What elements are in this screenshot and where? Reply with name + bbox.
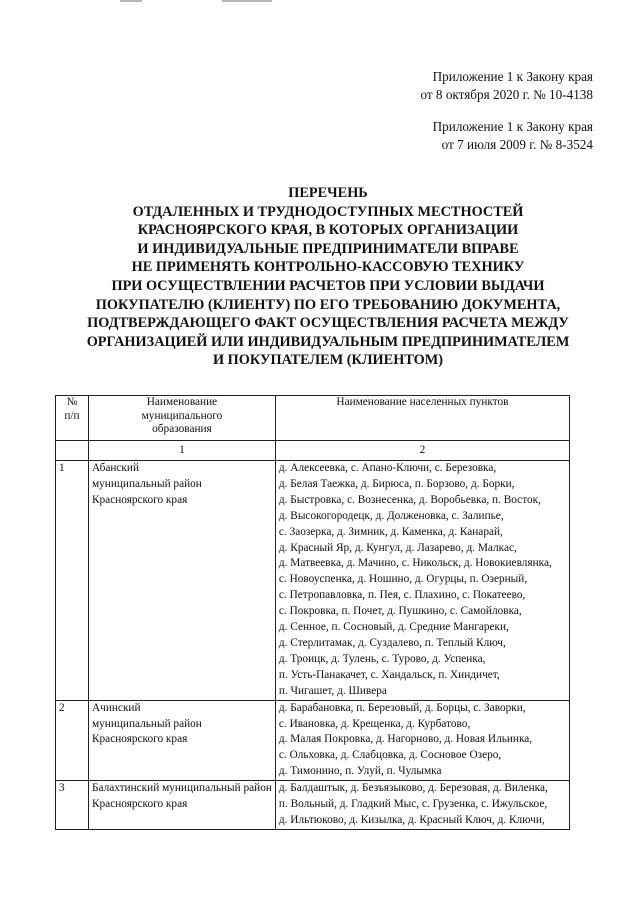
settlements-list (275, 461, 569, 701)
settlement-line: п. Усть-Панакачет, с. Хандальск, п. Хиндичет, (278, 668, 500, 681)
title-line: И ИНДИВИДУАЛЬНЫЕ ПРЕДПРИНИМАТЕЛИ ВПРАВЕ (137, 240, 519, 257)
settlement-line: д. Троицк, д. Тулень, с. Турово, д. Успенка, (278, 652, 486, 665)
settlement-line: д. Белая Таежка, д. Бирюса, п. Борзово, д. Борки, (278, 477, 515, 490)
document-title (40, 184, 616, 370)
settlement-line: с. Ивановка, д. Крещенка, д. Курбатово, (278, 717, 471, 730)
table-header-row (56, 396, 570, 441)
scan-artifact (222, 0, 272, 2)
settlement-line: с. Заозерка, д. Зимник, д. Каменка, д. Канарай, (278, 525, 503, 538)
title-line: ПОДТВЕРЖДАЮЩЕГО ФАКТ ОСУЩЕСТВЛЕНИЯ РАСЧЕТА МЕЖДУ (87, 315, 569, 332)
table-row (56, 781, 570, 830)
title-line: ОРГАНИЗАЦИЕЙ ИЛИ ИНДИВИДУАЛЬНЫМ ПРЕДПРИНИМАТЕЛЕМ (86, 333, 570, 350)
header-places: Наименование населенных пунктов (275, 396, 569, 441)
title-line: ПРИ ОСУЩЕСТВЛЕНИИ РАСЧЕТОВ ПРИ УСЛОВИИ ВЫДАЧИ (111, 277, 545, 294)
title-line: ПОКУПАТЕЛЮ (КЛИЕНТУ) ПО ЕГО ТРЕБОВАНИЮ ДОКУМЕНТА, (95, 296, 561, 313)
settlement-line: д. Красный Яр, д. Кунгул, д. Лазарево, д. Малкас, (278, 541, 517, 554)
header-num: № п/п (56, 396, 89, 441)
title-line: ОТДАЛЕННЫХ И ТРУДНОДОСТУПНЫХ МЕСТНОСТЕЙ (132, 203, 524, 220)
settlement-line: п. Чигашет, д. Шивера (278, 684, 387, 697)
row-number: 3 (56, 781, 89, 830)
title-line: НЕ ПРИМЕНЯТЬ КОНТРОЛЬНО-КАССОВУЮ ТЕХНИКУ (131, 259, 525, 276)
settlement-line: д. Балдаштык, д. Безъязыково, д. Березовая, д. Виленка, (278, 782, 548, 795)
municipality-line: Красноярского края (92, 493, 188, 506)
settlement-line: д. Быстровка, с. Вознесенка, д. Воробьевка, п. Восток, (278, 493, 541, 506)
settlement-line: д. Барабановка, п. Березовый, д. Борцы, с. Заворки, (278, 701, 526, 714)
table-row (56, 461, 570, 701)
municipality-line: Балахтинский муниципальный район (92, 782, 272, 795)
municipality-name (89, 461, 276, 701)
title-line: КРАСНОЯРСКОГО КРАЯ, В КОТОРЫХ ОРГАНИЗАЦИИ (137, 222, 519, 239)
municipality-line: Ачинский (92, 701, 141, 714)
annex-line: Приложение 1 к Закону края (432, 119, 593, 134)
annex-current (420, 68, 593, 104)
scan-artifact (120, 0, 142, 2)
settlement-line: п. Вольный, д. Гладкий Мыс, с. Грузенка, с. Ижульское, (278, 798, 548, 811)
settlement-line: д. Ильтюково, д. Кизылка, д. Красный Ключ, д. Ключи, (278, 813, 545, 826)
settlement-line: д. Сенное, п. Сосновый, д. Средние Мангареки, (278, 621, 509, 634)
header-municipality: Наименование муниципального образования (89, 396, 276, 441)
municipality-line: Красноярского края (92, 798, 188, 811)
table-index-row (56, 441, 570, 461)
annex-line: от 8 октября 2020 г. № 10-4138 (420, 87, 593, 102)
settlement-line: с. Ольховка, д. Слабцовка, д. Сосновое Озеро, (278, 749, 502, 762)
settlement-line: д. Стерлитамак, д. Суздалево, п. Теплый Ключ, (278, 636, 506, 649)
annex-previous (433, 118, 593, 154)
row-number: 1 (56, 461, 89, 701)
settlement-line: д. Тимонино, п. Улуй, п. Чулымка (278, 765, 442, 778)
settlements-list (275, 781, 569, 830)
index-cell: 2 (275, 441, 569, 461)
settlement-line: с. Петропавловка, п. Пея, с. Плахино, с. Покатеево, (278, 589, 526, 602)
municipality-name (89, 700, 276, 781)
settlements-list (275, 700, 569, 781)
settlement-line: с. Новоуспенка, д. Ношино, д. Огурцы, п. Озерный, (278, 573, 528, 586)
index-cell (56, 441, 89, 461)
municipality-line: Абанский (92, 462, 139, 474)
settlement-line: д. Алексеевка, с. Апано-Ключи, с. Березовка, (278, 462, 497, 474)
table-row (56, 700, 570, 781)
municipality-line: муниципальный район (92, 477, 202, 490)
title-line: ПЕРЕЧЕНЬ (288, 185, 368, 201)
municipality-name (89, 781, 276, 830)
municipality-line: Красноярского края (92, 733, 188, 746)
settlement-line: д. Высокогородецк, д. Долженовка, с. Залипье, (278, 509, 504, 522)
title-line: И ПОКУПАТЕЛЕМ (КЛИЕНТОМ) (212, 352, 444, 369)
index-cell: 1 (89, 441, 276, 461)
settlement-line: с. Покровка, п. Почет, д. Пушкино, с. Самойловка, (278, 605, 522, 618)
row-number: 2 (56, 700, 89, 781)
settlement-line: д. Малая Покровка, д. Нагорново, д. Новая Ильинка, (278, 733, 533, 746)
annex-line: от 7 июля 2009 г. № 8-3524 (441, 137, 593, 152)
settlement-line: д. Матвеевка, д. Мачино, с. Никольск, д. Новокиевлянка, (278, 557, 552, 570)
localities-table (55, 395, 570, 830)
annex-line: Приложение 1 к Закону края (432, 69, 593, 84)
municipality-line: муниципальный район (92, 717, 202, 730)
